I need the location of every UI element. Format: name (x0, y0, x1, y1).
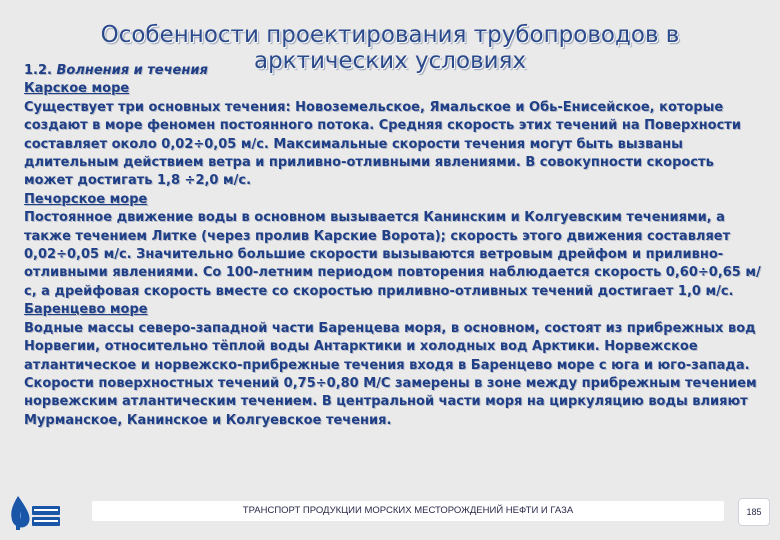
heading-kara-sea: Карское море (24, 81, 130, 97)
slide-footer (0, 486, 780, 540)
slide-title: Особенности проектирования трубопроводов в арктических условиях (100, 22, 680, 74)
gazprom-logo-icon (6, 492, 62, 534)
heading-pechora-sea: Печорское море (24, 191, 148, 207)
section-header (24, 62, 764, 80)
paragraph-pechora-sea: Постоянное движение воды в основном вызывается Канинским и Колгуевским течениями, а также течением Литке (через пролив Карские Ворота); скорость этого движения составляет 0,02÷0,05 м/с. Значительно большие скорости вызываются ветровым дрейфом и приливно-отливными явлениями. Со 100-летним периодом повторения наблюдается скорость 0,60÷0,65 м/с, а дрейфовая скорость вместе со скоростью приливно-отливных течений достигает 1,0 м/с. (24, 210, 761, 299)
page-number: 185 (738, 498, 770, 526)
slide-content (24, 62, 764, 430)
footer-title: ТРАНСПОРТ ПРОДУКЦИИ МОРСКИХ МЕСТОРОЖДЕНИЙ НЕФТИ И ГАЗА (92, 501, 724, 521)
heading-barents-sea: Баренцево море (24, 302, 148, 318)
section-name: Волнения и течения (56, 63, 208, 78)
section-number: 1.2. (24, 63, 52, 78)
paragraph-barents-sea: Водные массы северо-западной части Баренцева моря, в основном, состоят из прибрежных вод Норвегии, относительно тёплой воды Антарктики и холодных вод Арктики. Норвежское атлантическое и норвежско-прибрежные течения входя в Баренцево море с юга и юго-запада. Скорости поверхностных течений 0,75÷0,80 М/С замерены в зоне между прибрежным течением норвежским атлантическим течением. В центральной части моря на циркуляцию воды влияют Мурманское, Канинское и Колгуевское течения. (24, 320, 757, 428)
paragraph-kara-sea: Существует три основных течения: Новоземельское, Ямальское и Обь-Енисейское, которые создают в море феномен постоянного потока. Средняя скорость этих течений на Поверхности составляет около 0,02÷0,05 м/с. Максимальные скорости течения могут быть вызваны длительным действием ветра и приливно-отливными явлениями. В совокупности скорость может достигать 1,8 ÷2,0 м/с. (24, 99, 741, 189)
